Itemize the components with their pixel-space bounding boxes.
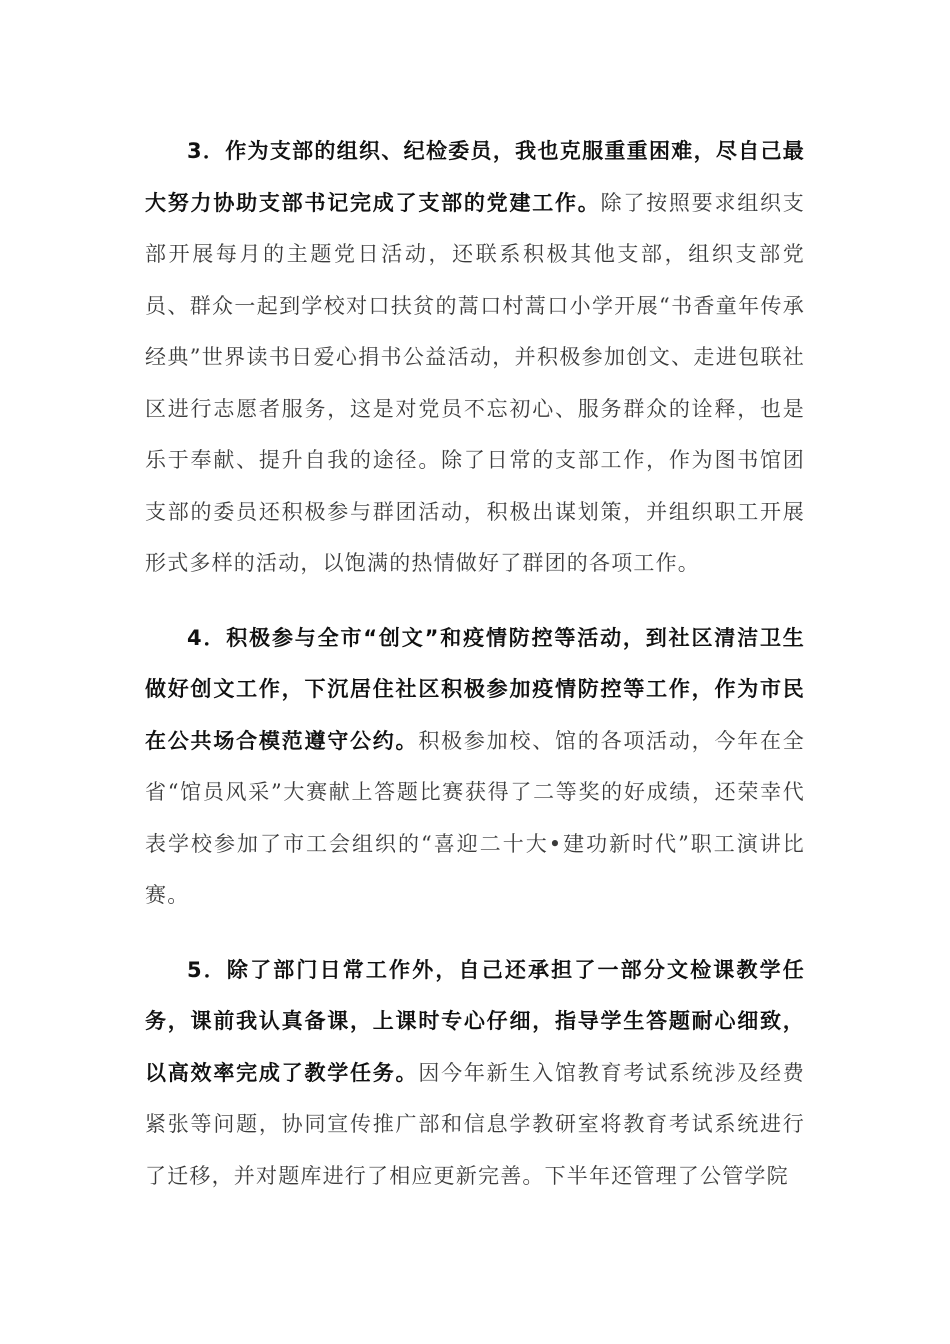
paragraph-3 xyxy=(145,126,805,590)
paragraph-4 xyxy=(145,613,805,922)
paragraph-4-lead: 4．积极参与全市“创文”和疫情防控等活动，到社区清洁卫生做好创文工作，下沉居住社区积极参加疫情防控等工作，作为市民在公共场合模范遵守公约。 xyxy=(145,625,805,753)
paragraph-5-lead: 5．除了部门日常工作外，自己还承担了一部分文检课教学任务，课前我认真备课，上课时专心仔细，指导学生答题耐心细致，以高效率完成了教学任务。 xyxy=(145,957,805,1085)
paragraph-3-text: 除了按照要求组织支部开展每月的主题党日活动，还联系积极其他支部，组织支部党员、群众一起到学校对口扶贫的蒿口村蒿口小学开展“书香童年传承经典”世界读书日爱心捐书公益活动，并积极参加创文、走进包联社区进行志愿者服务，这是对党员不忘初心、服务群众的诠释，也是乐于奉献、提升自我的途径。除了日常的支部工作，作为图书馆团支部的委员还积极参与群团活动，积极出谋划策，并组织职工开展形式多样的活动，以饱满的热情做好了群团的各项工作。 xyxy=(145,190,805,575)
paragraph-4-text: 积极参加校、馆的各项活动，今年在全省“馆员风采”大赛献上答题比赛获得了二等奖的好成绩，还荣幸代表学校参加了市工会组织的“喜迎二十大•建功新时代”职工演讲比赛。 xyxy=(145,728,805,907)
document-body xyxy=(145,126,805,1225)
paragraph-3-lead: 3．作为支部的组织、纪检委员，我也克服重重困难，尽自己最大努力协助支部书记完成了支部的党建工作。 xyxy=(145,139,805,215)
paragraph-5-text: 因今年新生入馆教育考试系统涉及经费紧张等问题，协同宣传推广部和信息学教研室将教育考试系统进行了迁移，并对题库进行了相应更新完善。下半年还管理了公管学院 xyxy=(145,1060,805,1188)
paragraph-5 xyxy=(145,945,805,1203)
